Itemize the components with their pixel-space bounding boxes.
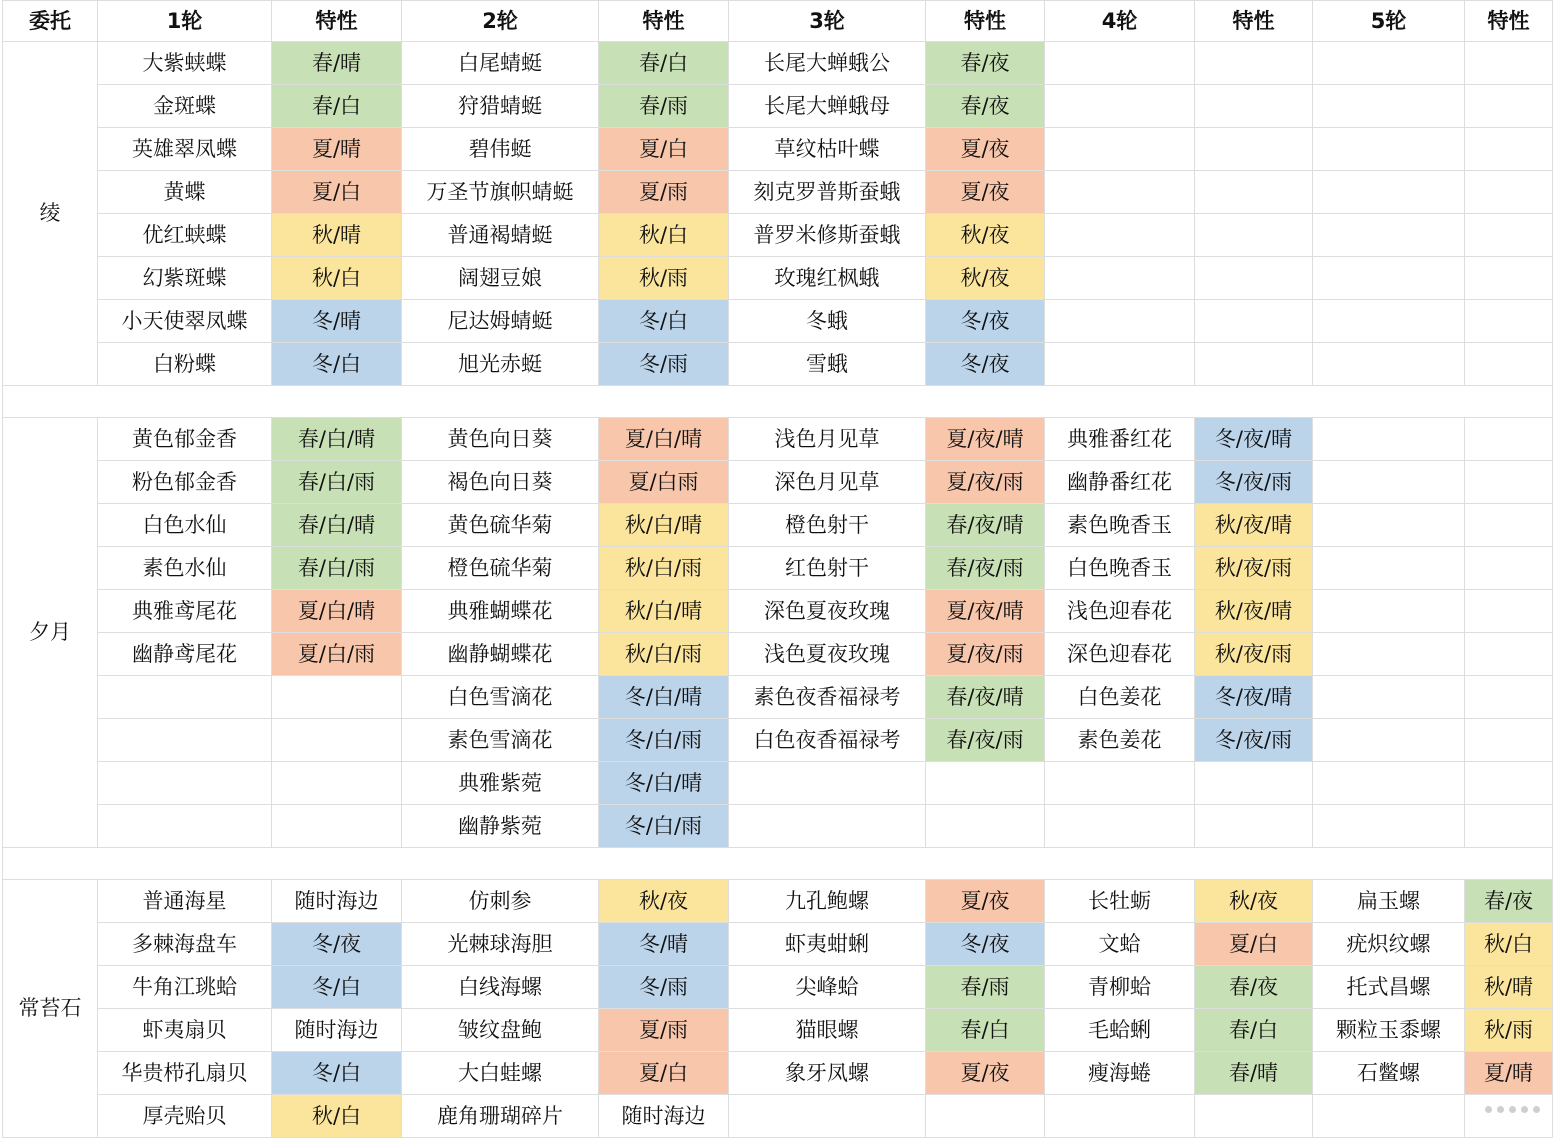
item-cell: 黄色硫华菊	[402, 504, 599, 547]
trait-cell	[1465, 343, 1553, 386]
trait-cell: 春/白	[1195, 1009, 1313, 1052]
item-cell: 虾夷蚶蜊	[729, 923, 926, 966]
trait-cell	[1195, 1095, 1313, 1138]
table-row	[3, 805, 1553, 848]
item-cell	[1045, 85, 1195, 128]
trait-cell: 夏/晴	[272, 128, 402, 171]
trait-cell: 春/夜/晴	[926, 676, 1045, 719]
trait-cell	[926, 1095, 1045, 1138]
trait-cell	[1195, 85, 1313, 128]
item-cell	[1313, 547, 1465, 590]
trait-cell: 夏/白	[599, 128, 729, 171]
item-cell: 粉色郁金香	[98, 461, 272, 504]
item-cell	[1313, 504, 1465, 547]
trait-cell: 秋/雨	[1465, 1009, 1553, 1052]
trait-cell: 冬/夜	[926, 300, 1045, 343]
item-cell: 猫眼螺	[729, 1009, 926, 1052]
item-cell: 华贵栉孔扇贝	[98, 1052, 272, 1095]
table-row	[3, 257, 1553, 300]
trait-cell: 夏/白	[599, 1052, 729, 1095]
trait-cell: 夏/白/雨	[272, 633, 402, 676]
item-cell: 深色迎春花	[1045, 633, 1195, 676]
trait-cell: 秋/雨	[599, 257, 729, 300]
item-cell	[1313, 762, 1465, 805]
trait-cell: 秋/夜	[926, 257, 1045, 300]
trait-cell	[1465, 214, 1553, 257]
header-round-5: 5轮	[1313, 1, 1465, 42]
item-cell: 黄色向日葵	[402, 418, 599, 461]
item-cell	[1045, 805, 1195, 848]
schedule-table	[2, 0, 1553, 1138]
table-row	[3, 42, 1553, 85]
item-cell	[1045, 128, 1195, 171]
trait-cell: 秋/夜/雨	[1195, 547, 1313, 590]
trait-cell: 春/夜	[1465, 880, 1553, 923]
trait-cell	[1195, 762, 1313, 805]
trait-cell	[1195, 343, 1313, 386]
item-cell	[1045, 300, 1195, 343]
trait-cell: 春/夜/晴	[926, 504, 1045, 547]
trait-cell: 夏/夜	[926, 880, 1045, 923]
table-row	[3, 1052, 1553, 1095]
trait-cell: 冬/白	[272, 343, 402, 386]
trait-cell: 夏/晴	[1465, 1052, 1553, 1095]
group-label: 绫	[3, 42, 98, 386]
item-cell	[1313, 676, 1465, 719]
trait-cell: 秋/晴	[1465, 966, 1553, 1009]
item-cell: 大紫蛱蝶	[98, 42, 272, 85]
item-cell	[1313, 85, 1465, 128]
item-cell	[1313, 257, 1465, 300]
table-row	[3, 590, 1553, 633]
item-cell: 褐色向日葵	[402, 461, 599, 504]
item-cell: 白色姜花	[1045, 676, 1195, 719]
item-cell: 素色晚香玉	[1045, 504, 1195, 547]
table-row	[3, 633, 1553, 676]
trait-cell	[926, 805, 1045, 848]
header-trait-5: 特性	[1465, 1, 1553, 42]
item-cell: 白粉蝶	[98, 343, 272, 386]
item-cell	[1313, 128, 1465, 171]
item-cell: 尖峰蛤	[729, 966, 926, 1009]
trait-cell	[1465, 762, 1553, 805]
trait-cell	[272, 719, 402, 762]
item-cell: 扁玉螺	[1313, 880, 1465, 923]
trait-cell: 冬/白/晴	[599, 762, 729, 805]
trait-cell	[1465, 300, 1553, 343]
trait-cell: 秋/白	[272, 1095, 402, 1138]
item-cell: 浅色迎春花	[1045, 590, 1195, 633]
table-row	[3, 923, 1553, 966]
trait-cell: 冬/夜/雨	[1195, 461, 1313, 504]
item-cell: 普通褐蜻蜓	[402, 214, 599, 257]
trait-cell: 夏/雨	[599, 171, 729, 214]
item-cell	[1313, 343, 1465, 386]
item-cell	[1313, 1095, 1465, 1138]
item-cell: 牛角江珧蛤	[98, 966, 272, 1009]
header-trait-4: 特性	[1195, 1, 1313, 42]
trait-cell: 春/白/晴	[272, 504, 402, 547]
item-cell: 素色姜花	[1045, 719, 1195, 762]
trait-cell	[1465, 418, 1553, 461]
item-cell: 尼达姆蜻蜓	[402, 300, 599, 343]
item-cell: 青柳蛤	[1045, 966, 1195, 1009]
item-cell: 长牡蛎	[1045, 880, 1195, 923]
trait-cell: 春/白	[926, 1009, 1045, 1052]
trait-cell	[1465, 85, 1553, 128]
trait-cell: 秋/白	[272, 257, 402, 300]
item-cell: 长尾大蝉蛾母	[729, 85, 926, 128]
item-cell: 素色夜香福禄考	[729, 676, 926, 719]
item-cell: 雪蛾	[729, 343, 926, 386]
item-cell: 典雅紫菀	[402, 762, 599, 805]
item-cell: 典雅蝴蝶花	[402, 590, 599, 633]
table-row	[3, 461, 1553, 504]
trait-cell: 秋/白/雨	[599, 547, 729, 590]
item-cell: 多棘海盘车	[98, 923, 272, 966]
trait-cell: 夏/夜/雨	[926, 633, 1045, 676]
item-cell: 皱纹盘鲍	[402, 1009, 599, 1052]
trait-cell: 秋/白	[1465, 923, 1553, 966]
item-cell	[1045, 762, 1195, 805]
header-trait-3: 特性	[926, 1, 1045, 42]
item-cell	[1045, 42, 1195, 85]
item-cell: 黄蝶	[98, 171, 272, 214]
trait-cell: 秋/夜/雨	[1195, 633, 1313, 676]
trait-cell: 春/夜/雨	[926, 719, 1045, 762]
item-cell: 典雅鸢尾花	[98, 590, 272, 633]
header-round-3: 3轮	[729, 1, 926, 42]
table-row	[3, 762, 1553, 805]
trait-cell	[1465, 42, 1553, 85]
trait-cell: 春/雨	[599, 85, 729, 128]
item-cell: 白色水仙	[98, 504, 272, 547]
trait-cell: 春/晴	[272, 42, 402, 85]
item-cell: 素色水仙	[98, 547, 272, 590]
item-cell: 碧伟蜓	[402, 128, 599, 171]
item-cell: 冬蛾	[729, 300, 926, 343]
item-cell: 刻克罗普斯蚕蛾	[729, 171, 926, 214]
trait-cell: 秋/白/晴	[599, 504, 729, 547]
trait-cell: 春/白	[272, 85, 402, 128]
item-cell	[1313, 42, 1465, 85]
item-cell: 狩猎蜻蜓	[402, 85, 599, 128]
item-cell: 毛蛤蜊	[1045, 1009, 1195, 1052]
table-row	[3, 547, 1553, 590]
trait-cell	[1195, 805, 1313, 848]
item-cell: 草纹枯叶蝶	[729, 128, 926, 171]
trait-cell	[1465, 461, 1553, 504]
item-cell: 幽静蝴蝶花	[402, 633, 599, 676]
trait-cell: 春/白/雨	[272, 461, 402, 504]
trait-cell: 随时海边	[272, 880, 402, 923]
trait-cell: 冬/夜	[272, 923, 402, 966]
trait-cell: 随时海边	[599, 1095, 729, 1138]
item-cell: 玫瑰红枫蛾	[729, 257, 926, 300]
trait-cell	[926, 762, 1045, 805]
item-cell: 典雅番红花	[1045, 418, 1195, 461]
spacer-cell	[3, 386, 1553, 418]
trait-cell	[1465, 257, 1553, 300]
item-cell: 白尾蜻蜓	[402, 42, 599, 85]
item-cell: 托式昌螺	[1313, 966, 1465, 1009]
table-row	[3, 300, 1553, 343]
table-row	[3, 128, 1553, 171]
item-cell: 石鳖螺	[1313, 1052, 1465, 1095]
trait-cell: 春/夜	[926, 85, 1045, 128]
trait-cell: 冬/夜	[926, 923, 1045, 966]
trait-cell: 夏/夜	[926, 1052, 1045, 1095]
trait-cell	[1465, 676, 1553, 719]
table-row	[3, 880, 1553, 923]
trait-cell: 夏/夜	[926, 171, 1045, 214]
item-cell: 深色夏夜玫瑰	[729, 590, 926, 633]
trait-cell: 春/雨	[926, 966, 1045, 1009]
trait-cell: 秋/夜/晴	[1195, 504, 1313, 547]
table-row	[3, 719, 1553, 762]
item-cell: 优红蛱蝶	[98, 214, 272, 257]
group-label: 夕月	[3, 418, 98, 848]
header-commission: 委托	[3, 1, 98, 42]
trait-cell	[1465, 547, 1553, 590]
table-row	[3, 504, 1553, 547]
trait-cell: 冬/夜	[926, 343, 1045, 386]
item-cell: 旭光赤蜓	[402, 343, 599, 386]
item-cell: 疣炽纹螺	[1313, 923, 1465, 966]
trait-cell	[272, 676, 402, 719]
item-cell: 仿刺参	[402, 880, 599, 923]
item-cell: 金斑蝶	[98, 85, 272, 128]
table-row	[3, 1009, 1553, 1052]
trait-cell	[1465, 171, 1553, 214]
item-cell: 普通海星	[98, 880, 272, 923]
item-cell: 浅色夏夜玫瑰	[729, 633, 926, 676]
trait-cell: 秋/夜	[926, 214, 1045, 257]
trait-cell: 冬/雨	[599, 966, 729, 1009]
item-cell	[729, 762, 926, 805]
item-cell	[729, 805, 926, 848]
item-cell	[1313, 461, 1465, 504]
trait-cell	[1195, 128, 1313, 171]
item-cell: 素色雪滴花	[402, 719, 599, 762]
trait-cell: 随时海边	[272, 1009, 402, 1052]
item-cell: 深色月见草	[729, 461, 926, 504]
group-label: 常苔石	[3, 880, 98, 1138]
trait-cell: 冬/晴	[599, 923, 729, 966]
item-cell	[1313, 418, 1465, 461]
header-trait-1: 特性	[272, 1, 402, 42]
trait-cell	[272, 762, 402, 805]
item-cell	[1045, 1095, 1195, 1138]
trait-cell: 夏/夜/雨	[926, 461, 1045, 504]
trait-cell: 秋/夜/晴	[1195, 590, 1313, 633]
watermark-dots	[1485, 1104, 1543, 1124]
item-cell	[729, 1095, 926, 1138]
trait-cell	[1465, 128, 1553, 171]
trait-cell	[1465, 633, 1553, 676]
item-cell	[1045, 171, 1195, 214]
item-cell: 白色晚香玉	[1045, 547, 1195, 590]
item-cell: 厚壳贻贝	[98, 1095, 272, 1138]
spacer-row	[3, 848, 1553, 880]
item-cell: 颗粒玉黍螺	[1313, 1009, 1465, 1052]
trait-cell: 夏/夜	[926, 128, 1045, 171]
trait-cell: 夏/白雨	[599, 461, 729, 504]
trait-cell	[1195, 214, 1313, 257]
item-cell: 黄色郁金香	[98, 418, 272, 461]
trait-cell: 秋/夜	[1195, 880, 1313, 923]
header-trait-2: 特性	[599, 1, 729, 42]
item-cell	[98, 719, 272, 762]
trait-cell: 秋/晴	[272, 214, 402, 257]
item-cell: 阔翅豆娘	[402, 257, 599, 300]
trait-cell: 冬/白	[272, 1052, 402, 1095]
trait-cell: 夏/雨	[599, 1009, 729, 1052]
item-cell	[98, 805, 272, 848]
trait-cell: 春/白	[599, 42, 729, 85]
spacer-row	[3, 386, 1553, 418]
item-cell: 长尾大蝉蛾公	[729, 42, 926, 85]
item-cell: 九孔鲍螺	[729, 880, 926, 923]
trait-cell: 春/白/晴	[272, 418, 402, 461]
trait-cell: 夏/白	[1195, 923, 1313, 966]
trait-cell	[1465, 504, 1553, 547]
trait-cell	[1465, 590, 1553, 633]
item-cell: 大白蛙螺	[402, 1052, 599, 1095]
header-row	[3, 1, 1553, 42]
item-cell: 白色夜香福禄考	[729, 719, 926, 762]
item-cell	[98, 676, 272, 719]
table-row	[3, 343, 1553, 386]
item-cell	[1045, 343, 1195, 386]
spacer-cell	[3, 848, 1553, 880]
item-cell: 象牙凤螺	[729, 1052, 926, 1095]
trait-cell: 春/夜	[1195, 966, 1313, 1009]
trait-cell	[272, 805, 402, 848]
item-cell	[1313, 805, 1465, 848]
trait-cell: 冬/白/雨	[599, 805, 729, 848]
item-cell	[1313, 300, 1465, 343]
trait-cell: 冬/夜/晴	[1195, 676, 1313, 719]
item-cell: 英雄翠凤蝶	[98, 128, 272, 171]
trait-cell	[1195, 171, 1313, 214]
trait-cell: 冬/白/雨	[599, 719, 729, 762]
item-cell	[1313, 719, 1465, 762]
trait-cell: 夏/夜/晴	[926, 590, 1045, 633]
item-cell: 白线海螺	[402, 966, 599, 1009]
trait-cell: 秋/白	[599, 214, 729, 257]
trait-cell: 冬/雨	[599, 343, 729, 386]
item-cell: 幽静紫菀	[402, 805, 599, 848]
item-cell: 小天使翠凤蝶	[98, 300, 272, 343]
trait-cell: 秋/白/晴	[599, 590, 729, 633]
trait-cell: 夏/白/晴	[272, 590, 402, 633]
item-cell: 光棘球海胆	[402, 923, 599, 966]
table-row	[3, 966, 1553, 1009]
item-cell	[1313, 590, 1465, 633]
header-round-2: 2轮	[402, 1, 599, 42]
item-cell: 文蛤	[1045, 923, 1195, 966]
item-cell	[1313, 214, 1465, 257]
trait-cell: 秋/白/雨	[599, 633, 729, 676]
trait-cell: 春/夜	[926, 42, 1045, 85]
item-cell	[1045, 214, 1195, 257]
trait-cell	[1465, 805, 1553, 848]
item-cell: 万圣节旗帜蜻蜓	[402, 171, 599, 214]
item-cell	[1313, 633, 1465, 676]
trait-cell: 冬/晴	[272, 300, 402, 343]
trait-cell: 冬/夜/雨	[1195, 719, 1313, 762]
trait-cell: 夏/白	[272, 171, 402, 214]
trait-cell: 冬/白	[599, 300, 729, 343]
table-row	[3, 171, 1553, 214]
trait-cell: 夏/白/晴	[599, 418, 729, 461]
trait-cell: 夏/夜/晴	[926, 418, 1045, 461]
trait-cell	[1465, 719, 1553, 762]
table-row	[3, 85, 1553, 128]
item-cell: 橙色硫华菊	[402, 547, 599, 590]
header-round-1: 1轮	[98, 1, 272, 42]
table-row	[3, 1095, 1553, 1138]
item-cell	[1045, 257, 1195, 300]
table-row	[3, 214, 1553, 257]
trait-cell: 冬/白	[272, 966, 402, 1009]
trait-cell	[1195, 300, 1313, 343]
item-cell: 幽静鸢尾花	[98, 633, 272, 676]
item-cell: 白色雪滴花	[402, 676, 599, 719]
item-cell: 红色射干	[729, 547, 926, 590]
table-body	[3, 42, 1553, 1138]
trait-cell: 秋/夜	[599, 880, 729, 923]
item-cell: 瘦海蜷	[1045, 1052, 1195, 1095]
trait-cell: 冬/夜/晴	[1195, 418, 1313, 461]
table-row	[3, 676, 1553, 719]
trait-cell	[1195, 42, 1313, 85]
item-cell: 虾夷扇贝	[98, 1009, 272, 1052]
trait-cell	[1195, 257, 1313, 300]
trait-cell: 春/晴	[1195, 1052, 1313, 1095]
item-cell	[1313, 171, 1465, 214]
table-row	[3, 418, 1553, 461]
item-cell	[98, 762, 272, 805]
item-cell: 普罗米修斯蚕蛾	[729, 214, 926, 257]
item-cell: 橙色射干	[729, 504, 926, 547]
item-cell: 浅色月见草	[729, 418, 926, 461]
trait-cell: 春/夜/雨	[926, 547, 1045, 590]
header-round-4: 4轮	[1045, 1, 1195, 42]
item-cell: 幽静番红花	[1045, 461, 1195, 504]
item-cell: 幻紫斑蝶	[98, 257, 272, 300]
trait-cell: 冬/白/晴	[599, 676, 729, 719]
item-cell: 鹿角珊瑚碎片	[402, 1095, 599, 1138]
trait-cell: 春/白/雨	[272, 547, 402, 590]
